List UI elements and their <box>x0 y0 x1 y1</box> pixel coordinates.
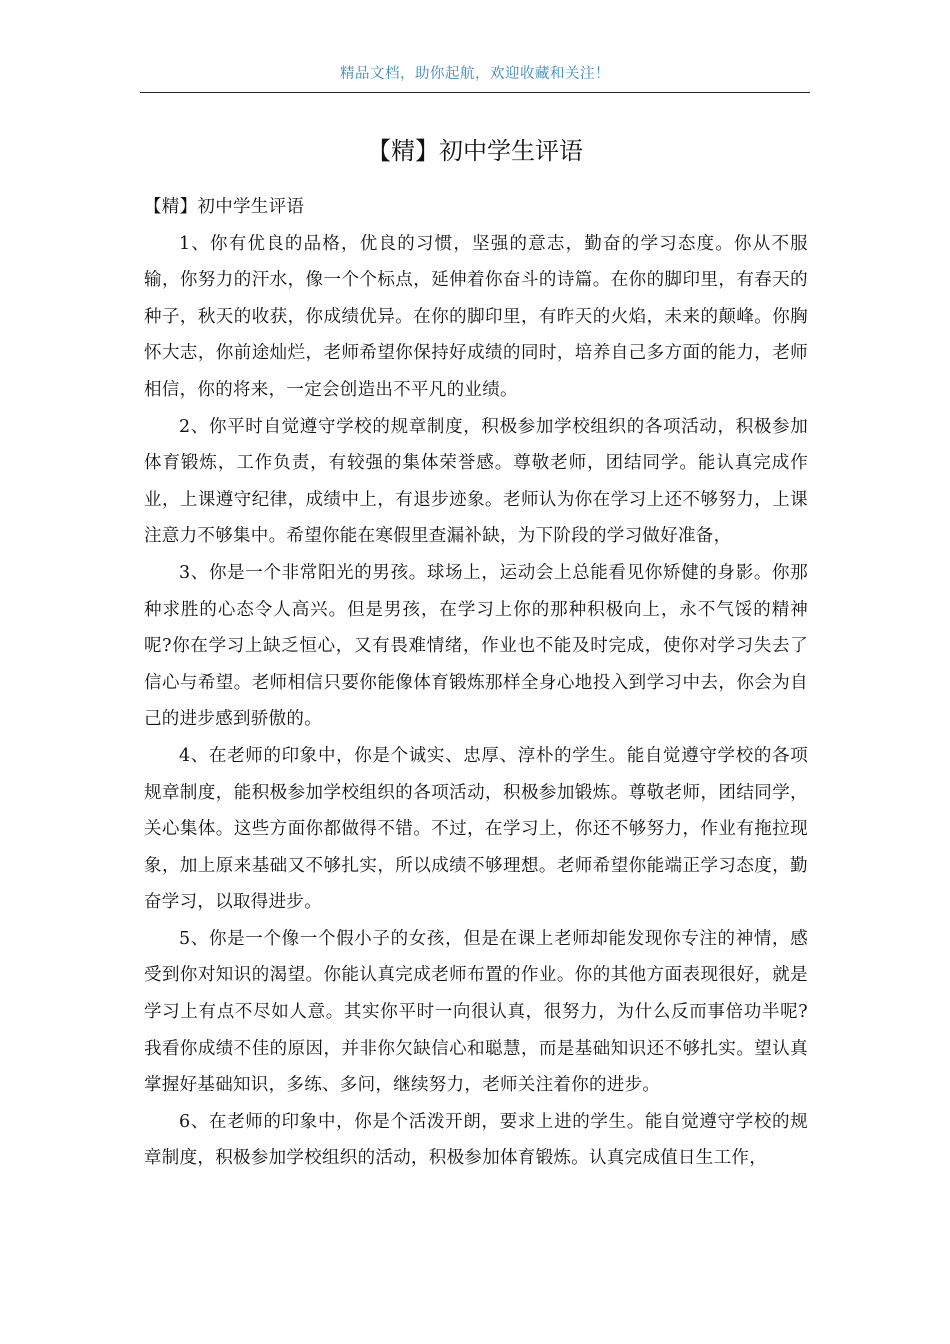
paragraph-5: 5、你是一个像一个假小子的女孩，但是在课上老师却能发现你专注的神情，感受到你对知识的渴望。你能认真完成老师布置的作业。你的其他方面表现很好，就是学习上有点不尽如人意。其实你平时一向很认真，很努力，为什么反而事倍功半呢?我看你成绩不佳的原因，并非你欠缺信心和聪慧，而是基础知识还不够扎实。望认真掌握好基础知识，多练、多问，继续努力，老师关注着你的进步。 <box>144 928 808 1096</box>
document-title: 【精】初中学生评语 <box>367 137 583 165</box>
paragraph-1: 1、你有优良的品格，优良的习惯，坚强的意志，勤奋的学习态度。你从不服输，你努力的汗水，像一个个标点，延伸着你奋斗的诗篇。在你的脚印里，有春天的种子，秋天的收获，你成绩优异。在你的脚印里，有昨天的火焰，未来的颠峰。你胸怀大志，你前途灿烂，老师希望你保持好成绩的同时，培养自己多方面的能力，老师相信，你的将来，一定会创造出不平凡的业绩。 <box>144 233 808 400</box>
paragraph-4: 4、在老师的印象中，你是个诚实、忠厚、淳朴的学生。能自觉遵守学校的各项规章制度，能积极参加学校组织的各项活动，积极参加锻炼。尊敬老师，团结同学，关心集体。这些方面你都做得不错。不过，在学习上，你还不够努力，作业有拖拉现象，加上原来基础又不够扎实，所以成绩不够理想。老师希望你能端正学习态度，勤奋学习，以取得进步。 <box>144 745 808 913</box>
paragraph-3: 3、你是一个非常阳光的男孩。球场上，运动会上总能看见你矫健的身影。你那种求胜的心态令人高兴。但是男孩，在学习上你的那种积极向上，永不气馁的精神呢?你在学习上缺乏恒心，又有畏难情绪，作业也不能及时完成，使你对学习失去了信心与希望。老师相信只要你能像体育锻炼那样全身心地投入到学习中去，你会为自己的进步感到骄傲的。 <box>144 562 808 730</box>
document-body <box>144 189 808 1177</box>
header-slogan: 精品文档，助你起航，欢迎收藏和关注！ <box>340 66 610 82</box>
paragraph-6: 6、在老师的印象中，你是个活泼开朗，要求上进的学生。能自觉遵守学校的规章制度，积极参加学校组织的活动，积极参加体育锻炼。认真完成值日生工作， <box>144 1111 808 1169</box>
page-header <box>140 62 810 93</box>
document-subtitle: 【精】初中学生评语 <box>144 197 305 217</box>
paragraph-2: 2、你平时自觉遵守学校的规章制度，积极参加学校组织的各项活动，积极参加体育锻炼，工作负责，有较强的集体荣誉感。尊敬老师，团结同学。能认真完成作业，上课遵守纪律，成绩中上，有退步迹象。老师认为你在学习上还不够努力，上课注意力不够集中。希望你能在寒假里查漏补缺，为下阶段的学习做好准备， <box>144 416 808 547</box>
